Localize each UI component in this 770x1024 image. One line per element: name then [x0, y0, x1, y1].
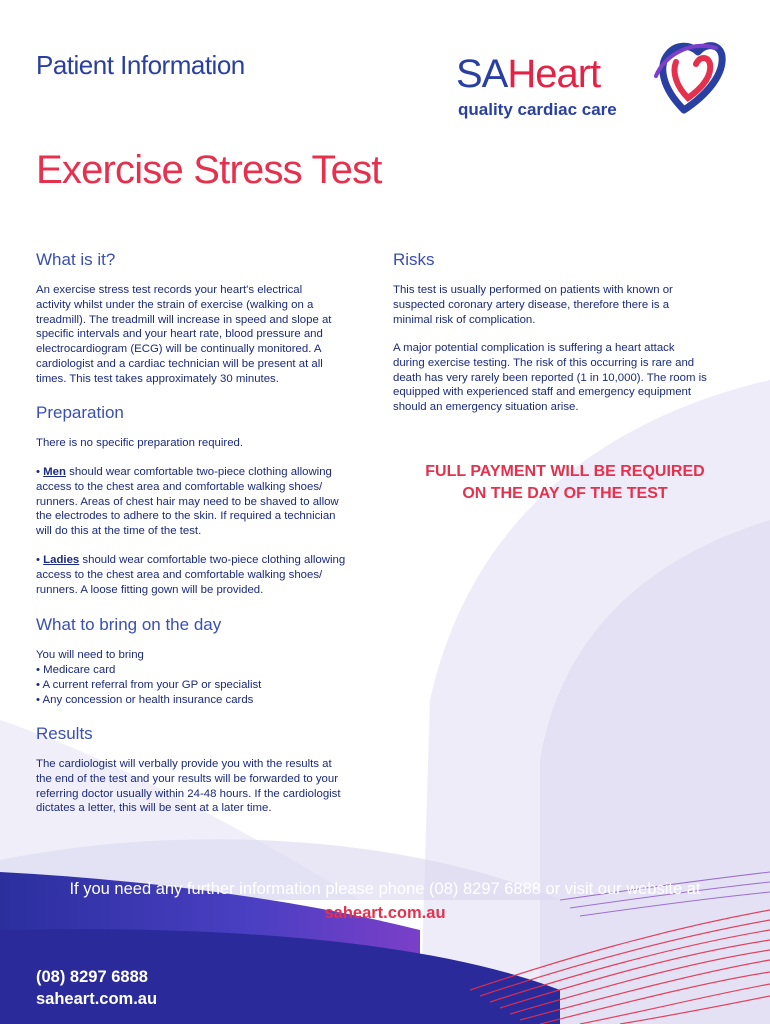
- risks-text-1: This test is usually performed on patients with known or suspected coronary artery disease, therefore there is a minimal risk of complication.: [393, 284, 673, 326]
- preparation-heading: Preparation: [36, 403, 124, 422]
- contact-info-line: If you need any further information please phone (08) 8297 6888 or visit our website at: [69, 880, 701, 898]
- what-to-bring-heading: What to bring on the day: [36, 615, 222, 634]
- ladies-text: should wear comfortable two-piece clothing allowing access to the chest area and comfortable walking shoes/ runners. A loose fitting gown will be provided.: [36, 554, 346, 596]
- heart-logo-icon: [650, 36, 734, 120]
- what-to-bring-list: [36, 663, 381, 707]
- list-item: • Medicare card: [36, 664, 116, 676]
- what-is-it-text: An exercise stress test records your heart's electrical activity whilst under the strain of exercise (walking on a treadmill). The treadmill will increase in speed and slope at specific intervals and your heart rate, blood pressure and electrocardiogram (ECG) will be continually monitored. A cardiologist and a cardiac technician will be present at all times. This test takes approximately 30 minutes.: [36, 284, 332, 385]
- risks-heading: Risks: [393, 250, 435, 269]
- preparation-intro-text: There is no specific preparation required.: [36, 437, 244, 449]
- document-type-label: Patient Information: [36, 50, 245, 80]
- what-is-it-heading: What is it?: [36, 250, 116, 269]
- brand-tagline: quality cardiac care: [458, 100, 617, 119]
- bullet-marker: •: [36, 466, 44, 478]
- men-text: should wear comfortable two-piece clothing allowing access to the chest area and comfortable walking shoes/ runners. Areas of chest hair may need to be shaved to allow the electrodes to adhere to the skin. If required a technician will do this at the time of the test.: [36, 466, 339, 538]
- preparation-men-item: [36, 465, 381, 539]
- bullet-marker: •: [36, 554, 44, 566]
- brand-name-sa: SA: [456, 52, 508, 96]
- brand-logo-text: [456, 52, 600, 96]
- men-label: Men: [43, 466, 66, 478]
- footer-phone-number[interactable]: (08) 8297 6888: [36, 968, 148, 986]
- preparation-ladies-item: [36, 553, 381, 597]
- footer-website-link[interactable]: saheart.com.au: [36, 990, 158, 1008]
- brand-name-heart: Heart: [507, 52, 601, 96]
- list-item: • Any concession or health insurance cards: [36, 693, 254, 706]
- what-to-bring-intro: You will need to bring: [36, 649, 144, 661]
- results-text: The cardiologist will verbally provide you with the results at the end of the test and your results will be forwarded to your referring doctor usually within 24-48 hours. If the cardiologist dictates a letter, this will be sent at a later time.: [36, 758, 341, 815]
- page-title: Exercise Stress Test: [36, 148, 382, 192]
- payment-notice: FULL PAYMENT WILL BE REQUIRED ON THE DAY OF THE TEST: [425, 463, 705, 502]
- risks-text-2: A major potential complication is suffering a heart attack during exercise testing. The risk of this occurring is rare and death has very rarely been reported (1 in 10,000). The room is equipped with experienced staff and emergency equipment should an emergency situation arise.: [393, 342, 707, 414]
- results-heading: Results: [36, 724, 93, 743]
- ladies-label: Ladies: [43, 554, 80, 566]
- contact-website-link[interactable]: saheart.com.au: [324, 904, 446, 922]
- list-item: • A current referral from your GP or specialist: [36, 678, 262, 691]
